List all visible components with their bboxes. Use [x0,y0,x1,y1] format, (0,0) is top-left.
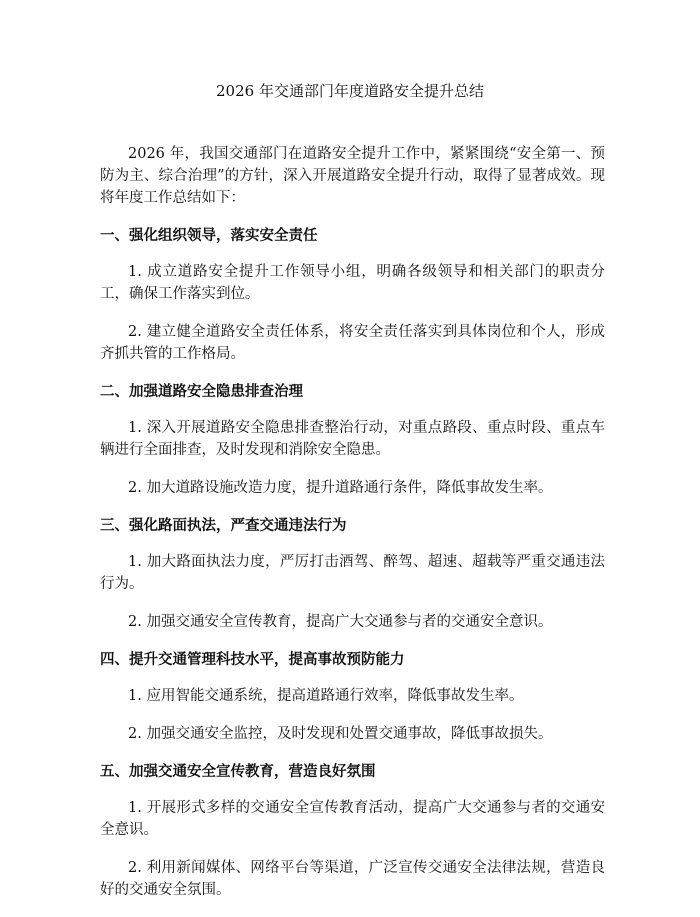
section-heading: 三、强化路面执法，严查交通违法行为 [100,518,347,534]
section-item: 1. 加大路面执法力度，严厉打击酒驾、醉驾、超速、超载等严重交通违法行为。 [100,554,605,592]
section-item: 2. 加强交通安全宣传教育，提高广大交通参与者的交通安全意识。 [128,614,553,630]
section-item: 1. 开展形式多样的交通安全宣传教育活动，提高广大交通参与者的交通安全意识。 [100,800,605,838]
section-item: 2. 加大道路设施改造力度，提升道路通行条件，降低事故发生率。 [128,480,553,496]
intro-paragraph: 2026 年，我国交通部门在道路安全提升工作中，紧紧围绕“安全第一、预防为主、综合治理”的方针，深入开展道路安全提升行动，取得了显著成效。现将年度工作总结如下： [100,146,605,206]
section-item: 2. 利用新闻媒体、网络平台等渠道，广泛宣传交通安全法律法规，营造良好的交通安全氛围。 [100,860,605,898]
section-heading: 四、提升交通管理科技水平，提高事故预防能力 [100,652,405,668]
section-3 [100,515,605,633]
section-1 [100,225,605,365]
section-4 [100,649,605,745]
document-body [100,143,605,917]
section-2 [100,381,605,499]
document-title: 2026 年交通部门年度道路安全提升总结 [216,82,484,100]
section-item: 2. 加强交通安全监控，及时发现和处置交通事故，降低事故损失。 [128,726,553,742]
section-item: 2. 建立健全道路安全责任体系，将安全责任落实到具体岗位和个人，形成齐抓共管的工作格局。 [100,324,605,362]
section-item: 1. 应用智能交通系统，提高道路通行效率，降低事故发生率。 [128,688,524,704]
section-item: 1. 深入开展道路安全隐患排查整治行动，对重点路段、重点时段、重点车辆进行全面排查，及时发现和消除安全隐患。 [100,420,605,458]
section-heading: 五、加强交通安全宣传教育，营造良好氛围 [100,764,376,780]
section-heading: 二、加强道路安全隐患排查治理 [100,384,303,400]
section-5 [100,761,605,901]
section-heading: 一、强化组织领导，落实安全责任 [100,228,318,244]
section-item: 1. 成立道路安全提升工作领导小组，明确各级领导和相关部门的职责分工，确保工作落实到位。 [100,264,605,302]
